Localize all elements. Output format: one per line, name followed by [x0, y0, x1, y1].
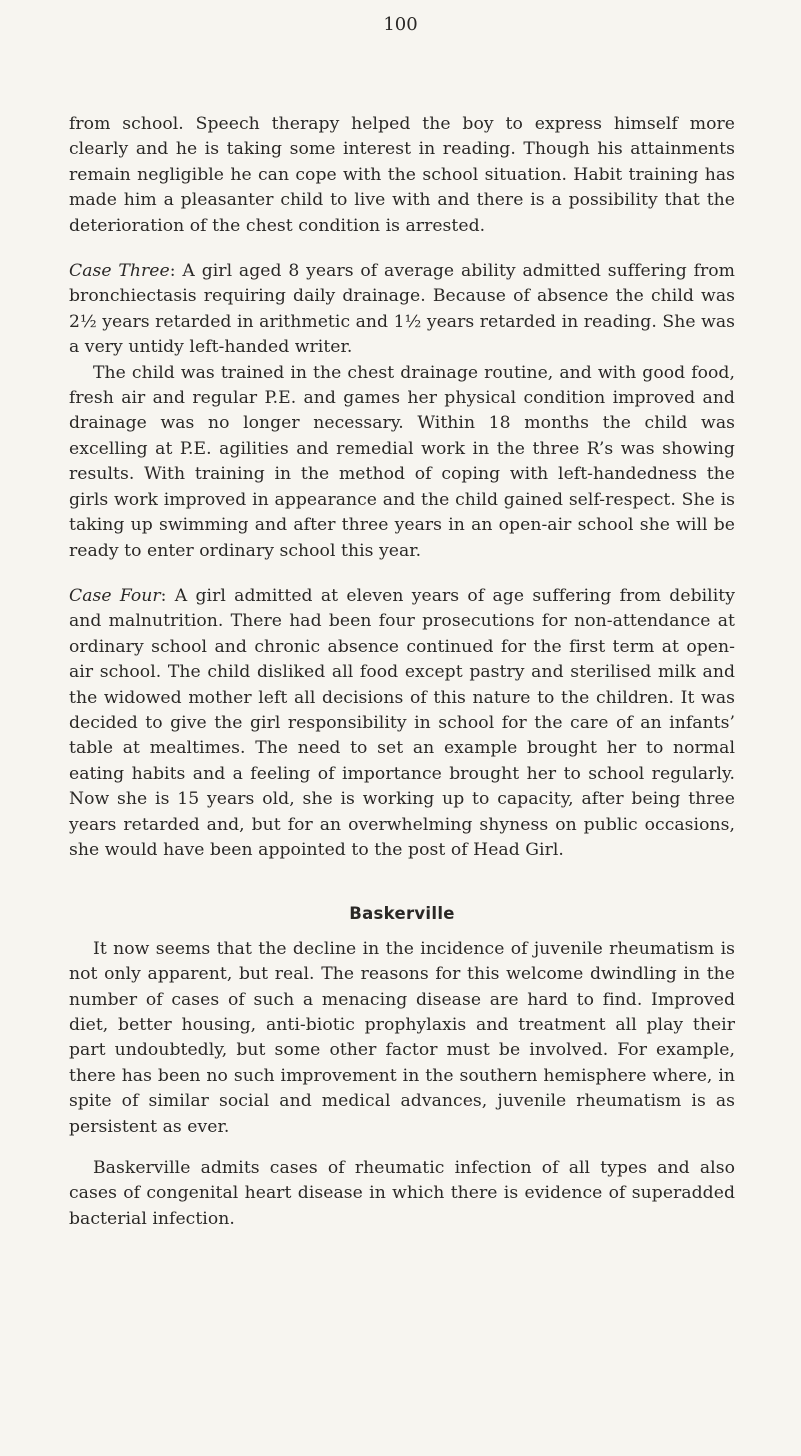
case-three-text: A girl aged 8 years of average ability admitted suffering from bronchiectasis requiring daily drainage. Because of absence the child was 2½ years retarded in arithmetic and 1½ years retarded in reading. She was a very untidy left-handed writer. [69, 261, 735, 358]
body-text [69, 112, 735, 1232]
intro-paragraph: from school. Speech therapy helped the boy to express himself more clearly and he is taking some interest in reading. Though his attainments remain negligible he can cope with the school situation. Habit training has made him a pleasanter child to live with and there is a possibility that the deterioration of the chest condition is arrested. [69, 114, 735, 236]
case-three-paragraph: Case Three: A girl aged 8 years of average ability admitted suffering from bronchiectasis requiring daily drainage. Because of absence the child was 2½ years retarded in arithmetic and 1½ years retarded in reading. She was a very untidy left-handed writer. [69, 261, 735, 358]
baskerville-paragraph-2: Baskerville admits cases of rheumatic infection of all types and also cases of congenital heart disease in which there is evidence of superadded bacterial infection. [69, 1158, 735, 1229]
baskerville-paragraph-1: It now seems that the decline in the incidence of juvenile rheumatism is not only apparent, but real. The reasons for this welcome dwindling in the number of cases of such a menacing disease are hard to find. Improved diet, better housing, anti-biotic prophylaxis and treatment all play their part undoubtedly, but some other factor must be involved. For example, there has been no such improvement in the southern hemisphere where, in spite of similar social and medical advances, juvenile rheumatism is as persistent as ever. [69, 938, 735, 1137]
case-four-label: Case Four [69, 585, 161, 606]
case-three-label: Case Three [69, 261, 170, 282]
case-three-paragraph-2: The child was trained in the chest drainage routine, and with good food, fresh air and regular P.E. and games her physical condition improved and drainage was no longer necessary. Within 18 months the child was excelling at P.E. agilities and remedial work in the three R’s was showing results. With training in the method of coping with left-handedness the girls work improved in appearance and the child gained self-respect. She is taking up swimming and after three years in an open-air school she will be ready to enter ordinary school this year. [69, 362, 735, 561]
case-four-paragraph: Case Four: A girl admitted at eleven years of age suffering from debility and malnutrition. There had been four prosecutions for non-attendance at ordinary school and chronic absence continued for the first term at open-air school. The child disliked all food except pastry and sterilised milk and the widowed mother left all decisions of this nature to the children. It was decided to give the girl responsibility in school for the care of an infants’ table at mealtimes. The need to set an example brought her to normal eating habits and a feeling of importance brought her to school regularly. Now she is 15 years old, she is working up to capacity, after being three years retarded and, but for an overwhelming shyness on public occasions, she would have been appointed to the post of Head Girl. [69, 585, 735, 860]
page-number: 100 [383, 14, 418, 35]
case-four-text: A girl admitted at eleven years of age suffering from debility and malnutrition. There had been four prosecutions for non-attendance at ordinary school and chronic absence continued for the first term at open-air school. The child disliked all food except pastry and sterilised milk and the widowed mother left all decisions of this nature to the children. It was decided to give the girl responsibility in school for the care of an infants’ table at mealtimes. The need to set an example brought her to normal eating habits and a feeling of importance brought her to school regularly. Now she is 15 years old, she is working up to capacity, after being three years retarded and, but for an overwhelming shyness on public occasions, she would have been appointed to the post of Head Girl. [69, 585, 735, 860]
baskerville-heading: Baskerville [349, 904, 455, 924]
